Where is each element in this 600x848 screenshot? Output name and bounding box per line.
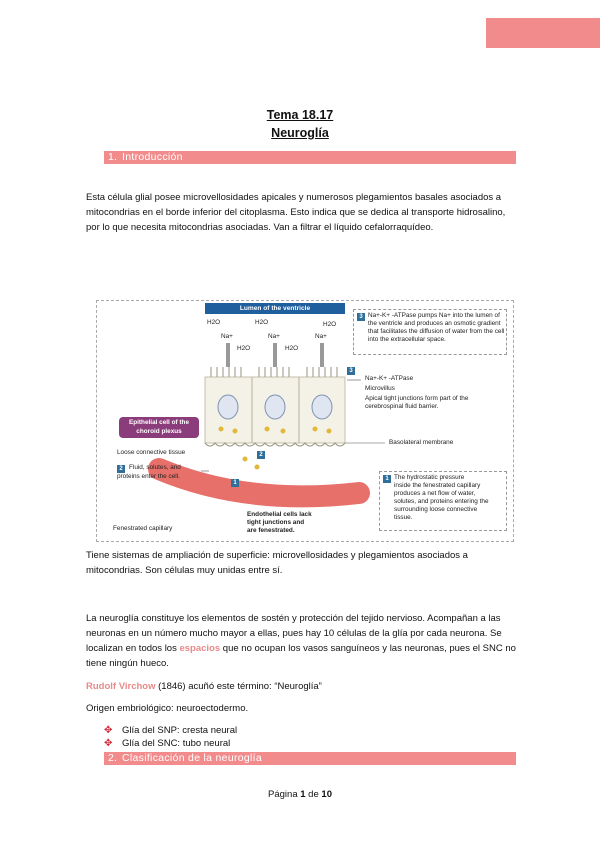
microvilli — [211, 367, 337, 377]
h2o-label: H2O — [237, 345, 251, 352]
endothelial-label — [247, 511, 312, 535]
corner-tab — [486, 18, 600, 48]
na-label: Na+ — [268, 333, 280, 340]
endothelial-line2: tight junctions and — [247, 519, 305, 526]
step-2-badge: 2 — [257, 451, 265, 459]
text-run: que no ocupan los vasos sanguíneos y las neuronas, pues el SNC no tiene ningún hueco. — [86, 643, 516, 669]
pump-line3: that facilitates the diffusion of water from the cell — [368, 328, 505, 335]
section-classification-header — [104, 752, 516, 765]
section-number: 2. — [108, 752, 118, 764]
epithelial-line2: choroid plexus — [136, 428, 182, 435]
fluid-label-1: Fluid, solutes, and — [129, 464, 181, 471]
tight-junction-label — [365, 395, 468, 411]
lumen-label: Lumen of the ventricle — [205, 303, 345, 314]
hydro-line6: tissue. — [394, 514, 413, 521]
pump-text — [368, 312, 504, 344]
section-label: Clasificación de la neuroglía — [122, 752, 263, 764]
footer-mid: de — [305, 789, 322, 800]
paragraph-virchow — [86, 679, 516, 694]
highlight-espacios: espacios — [179, 643, 221, 654]
pump-line2: the ventricle and produces an osmotic gradient — [368, 320, 501, 327]
paragraph-origin: Origen embriológico: neuroectodermo. — [86, 703, 249, 714]
footer-prefix: Página — [268, 789, 301, 800]
footer-page: 1 — [300, 789, 306, 800]
highlight-virchow: Rudolf Virchow — [86, 681, 156, 692]
basolateral-folds — [205, 443, 345, 446]
text-run: La neuroglía constituye los elementos de sostén y protección del tejido nervioso. Acompañan a las neuronas en un número mucho mayor a ellas, pues hay 10 células de la glía por cada neurona. Se localizan en todos los — [86, 613, 502, 654]
arrow-cross-icon: ✥ — [104, 725, 113, 736]
na-label: Na+ — [221, 333, 233, 340]
step-3-badge: 3 — [347, 367, 355, 375]
hydro-callout — [379, 471, 507, 531]
hydro-line2: inside the fenestrated capillary — [394, 482, 481, 489]
hydro-text — [394, 474, 489, 522]
list-item — [104, 738, 230, 750]
pump-line1: Na+-K+ -ATPase pumps Na+ into the lumen of — [368, 312, 500, 319]
paragraph-neuroglia — [86, 611, 516, 671]
page-subtitle: Neuroglía — [271, 126, 329, 140]
fluid-label-2: proteins enter the cell. — [117, 473, 180, 480]
h2o-label: H2O — [285, 345, 299, 352]
step-1-badge: 1 — [231, 479, 239, 487]
step-2-badge: 2 — [117, 465, 125, 473]
nucleus — [312, 395, 332, 419]
basolateral-label: Basolateral membrane — [389, 439, 454, 446]
endothelial-line1: Endothelial cells lack — [247, 511, 312, 518]
section-label: Introducción — [122, 151, 183, 163]
section-number: 1. — [108, 151, 118, 163]
endothelial-line3: are fenestrated. — [247, 527, 295, 534]
step-3-badge: 3 — [357, 313, 365, 321]
hydro-line5: surrounding loose connective — [394, 506, 478, 513]
epithelial-cell-label — [119, 417, 199, 438]
tight-line1: Apical tight junctions form part of the — [365, 395, 469, 402]
footer-total: 10 — [321, 789, 332, 800]
page-footer — [0, 789, 600, 800]
pump-callout — [353, 309, 507, 355]
capillary-label: Fenestrated capillary — [113, 525, 173, 532]
arrow-cross-icon: ✥ — [104, 738, 113, 749]
hydro-line4: solutes, and proteins entering the — [394, 498, 489, 505]
capillary-vessel — [159, 469, 359, 496]
step-1-badge: 1 — [383, 475, 391, 483]
h2o-label: H2O — [323, 321, 337, 328]
list-item — [104, 725, 237, 737]
microvillus-label: Microvillus — [365, 385, 395, 392]
nucleus — [218, 395, 238, 419]
pump-line4: into the extracellular space. — [368, 336, 446, 343]
nucleus — [265, 395, 285, 419]
section-intro-header — [104, 151, 516, 164]
paragraph-intro: Esta célula glial posee microvellosidades apicales y numerosos plegamientos basales asociados a mitocondrias en el borde inferior del citoplasma. Esto indica que se dedica al transporte hidrosalino, por lo que necesita mitocondrias asociadas. Van a filtrar el líquido cefalorraquídeo. — [86, 192, 506, 233]
list-item-text: Glía del SNP: cresta neural — [122, 725, 238, 736]
epithelial-line1: Epithelial cell of the — [128, 419, 189, 426]
paragraph-surface: Tiene sistemas de ampliación de superficie: microvellosidades y plegamientos asociados a mitocondrias. Son células muy unidas entre sí. — [86, 550, 468, 576]
tight-line2: cerebrospinal fluid barrier. — [365, 403, 439, 410]
loose-tissue-label: Loose connective tissue — [117, 449, 186, 456]
choroid-plexus-figure — [96, 300, 514, 542]
h2o-label: H2O — [207, 319, 221, 326]
page-title: Tema 18.17 — [266, 108, 334, 122]
hydro-line1: The hydrostatic pressure — [394, 474, 465, 481]
list-item-text: Glía del SNC: tubo neural — [122, 738, 231, 749]
na-label: Na+ — [315, 333, 327, 340]
atpase-label: Na+-K+ -ATPase — [365, 375, 414, 382]
h2o-label: H2O — [255, 319, 269, 326]
text-run: (1846) acuñó este término: “Neuroglía” — [155, 681, 322, 692]
hydro-line3: produces a net flow of water, — [394, 490, 476, 497]
